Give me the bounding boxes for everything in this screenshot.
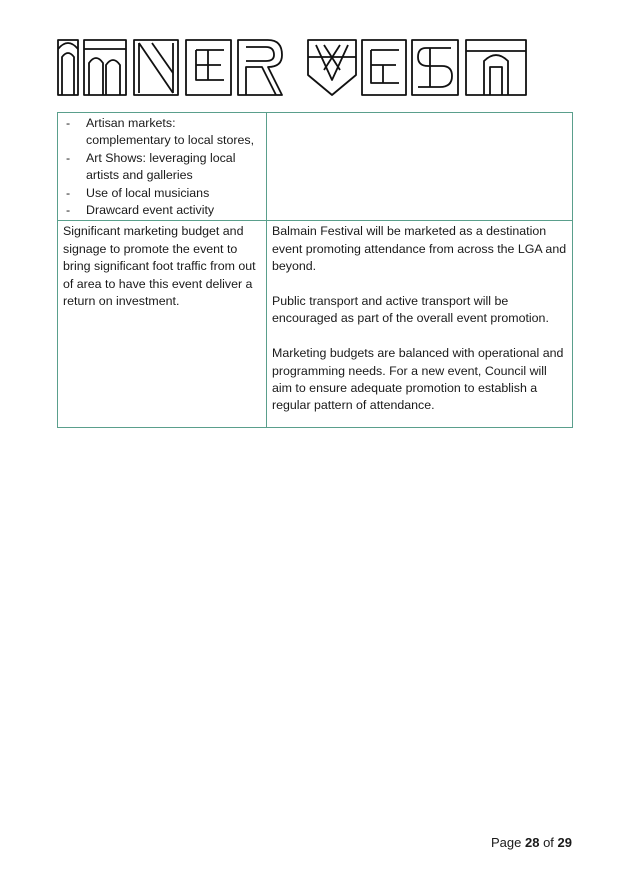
inner-west-logo bbox=[56, 35, 536, 97]
strategy-table bbox=[57, 112, 573, 428]
table-row bbox=[58, 113, 573, 221]
table-cell-right bbox=[267, 221, 573, 428]
list-item: - Artisan markets: complementary to local stores, bbox=[63, 115, 261, 150]
list-item: - Art Shows: leveraging local artists and galleries bbox=[63, 150, 261, 185]
table-cell-left: Significant marketing budget and signage to promote the event to bring significant foot traffic from out of area to have this event deliver a return on investment. bbox=[58, 221, 267, 428]
page-number bbox=[491, 835, 572, 850]
page-total: 29 bbox=[557, 835, 572, 850]
logo-letter-i bbox=[58, 40, 78, 95]
logo-letter-t bbox=[466, 40, 526, 95]
page-current: 28 bbox=[524, 835, 540, 850]
page-of: of bbox=[543, 835, 554, 850]
activity-list bbox=[63, 115, 261, 219]
logo-letter-e1 bbox=[186, 40, 231, 95]
page-label: Page bbox=[490, 835, 522, 850]
table-cell-left bbox=[58, 113, 267, 221]
paragraph: Public transport and active transport will be encouraged as part of the overall event promotion. bbox=[272, 294, 549, 326]
logo-letter-n1 bbox=[84, 40, 126, 95]
list-item: - Drawcard event activity bbox=[63, 202, 261, 219]
logo-letter-n2 bbox=[134, 40, 178, 95]
list-item: - Use of local musicians bbox=[63, 185, 261, 202]
paragraph: Balmain Festival will be marketed as a destination event promoting attendance from across the LGA and beyond. bbox=[272, 224, 567, 274]
logo-letter-s bbox=[412, 40, 458, 95]
logo-letter-r bbox=[238, 40, 282, 95]
table-row bbox=[58, 221, 573, 428]
logo-letter-e2 bbox=[362, 40, 406, 95]
table-cell-right bbox=[267, 113, 573, 221]
paragraph: Marketing budgets are balanced with operational and programming needs. For a new event, Council will aim to ensure adequate promotion to establish a regular pattern of attendance. bbox=[272, 346, 564, 413]
logo-letter-w bbox=[308, 40, 356, 95]
